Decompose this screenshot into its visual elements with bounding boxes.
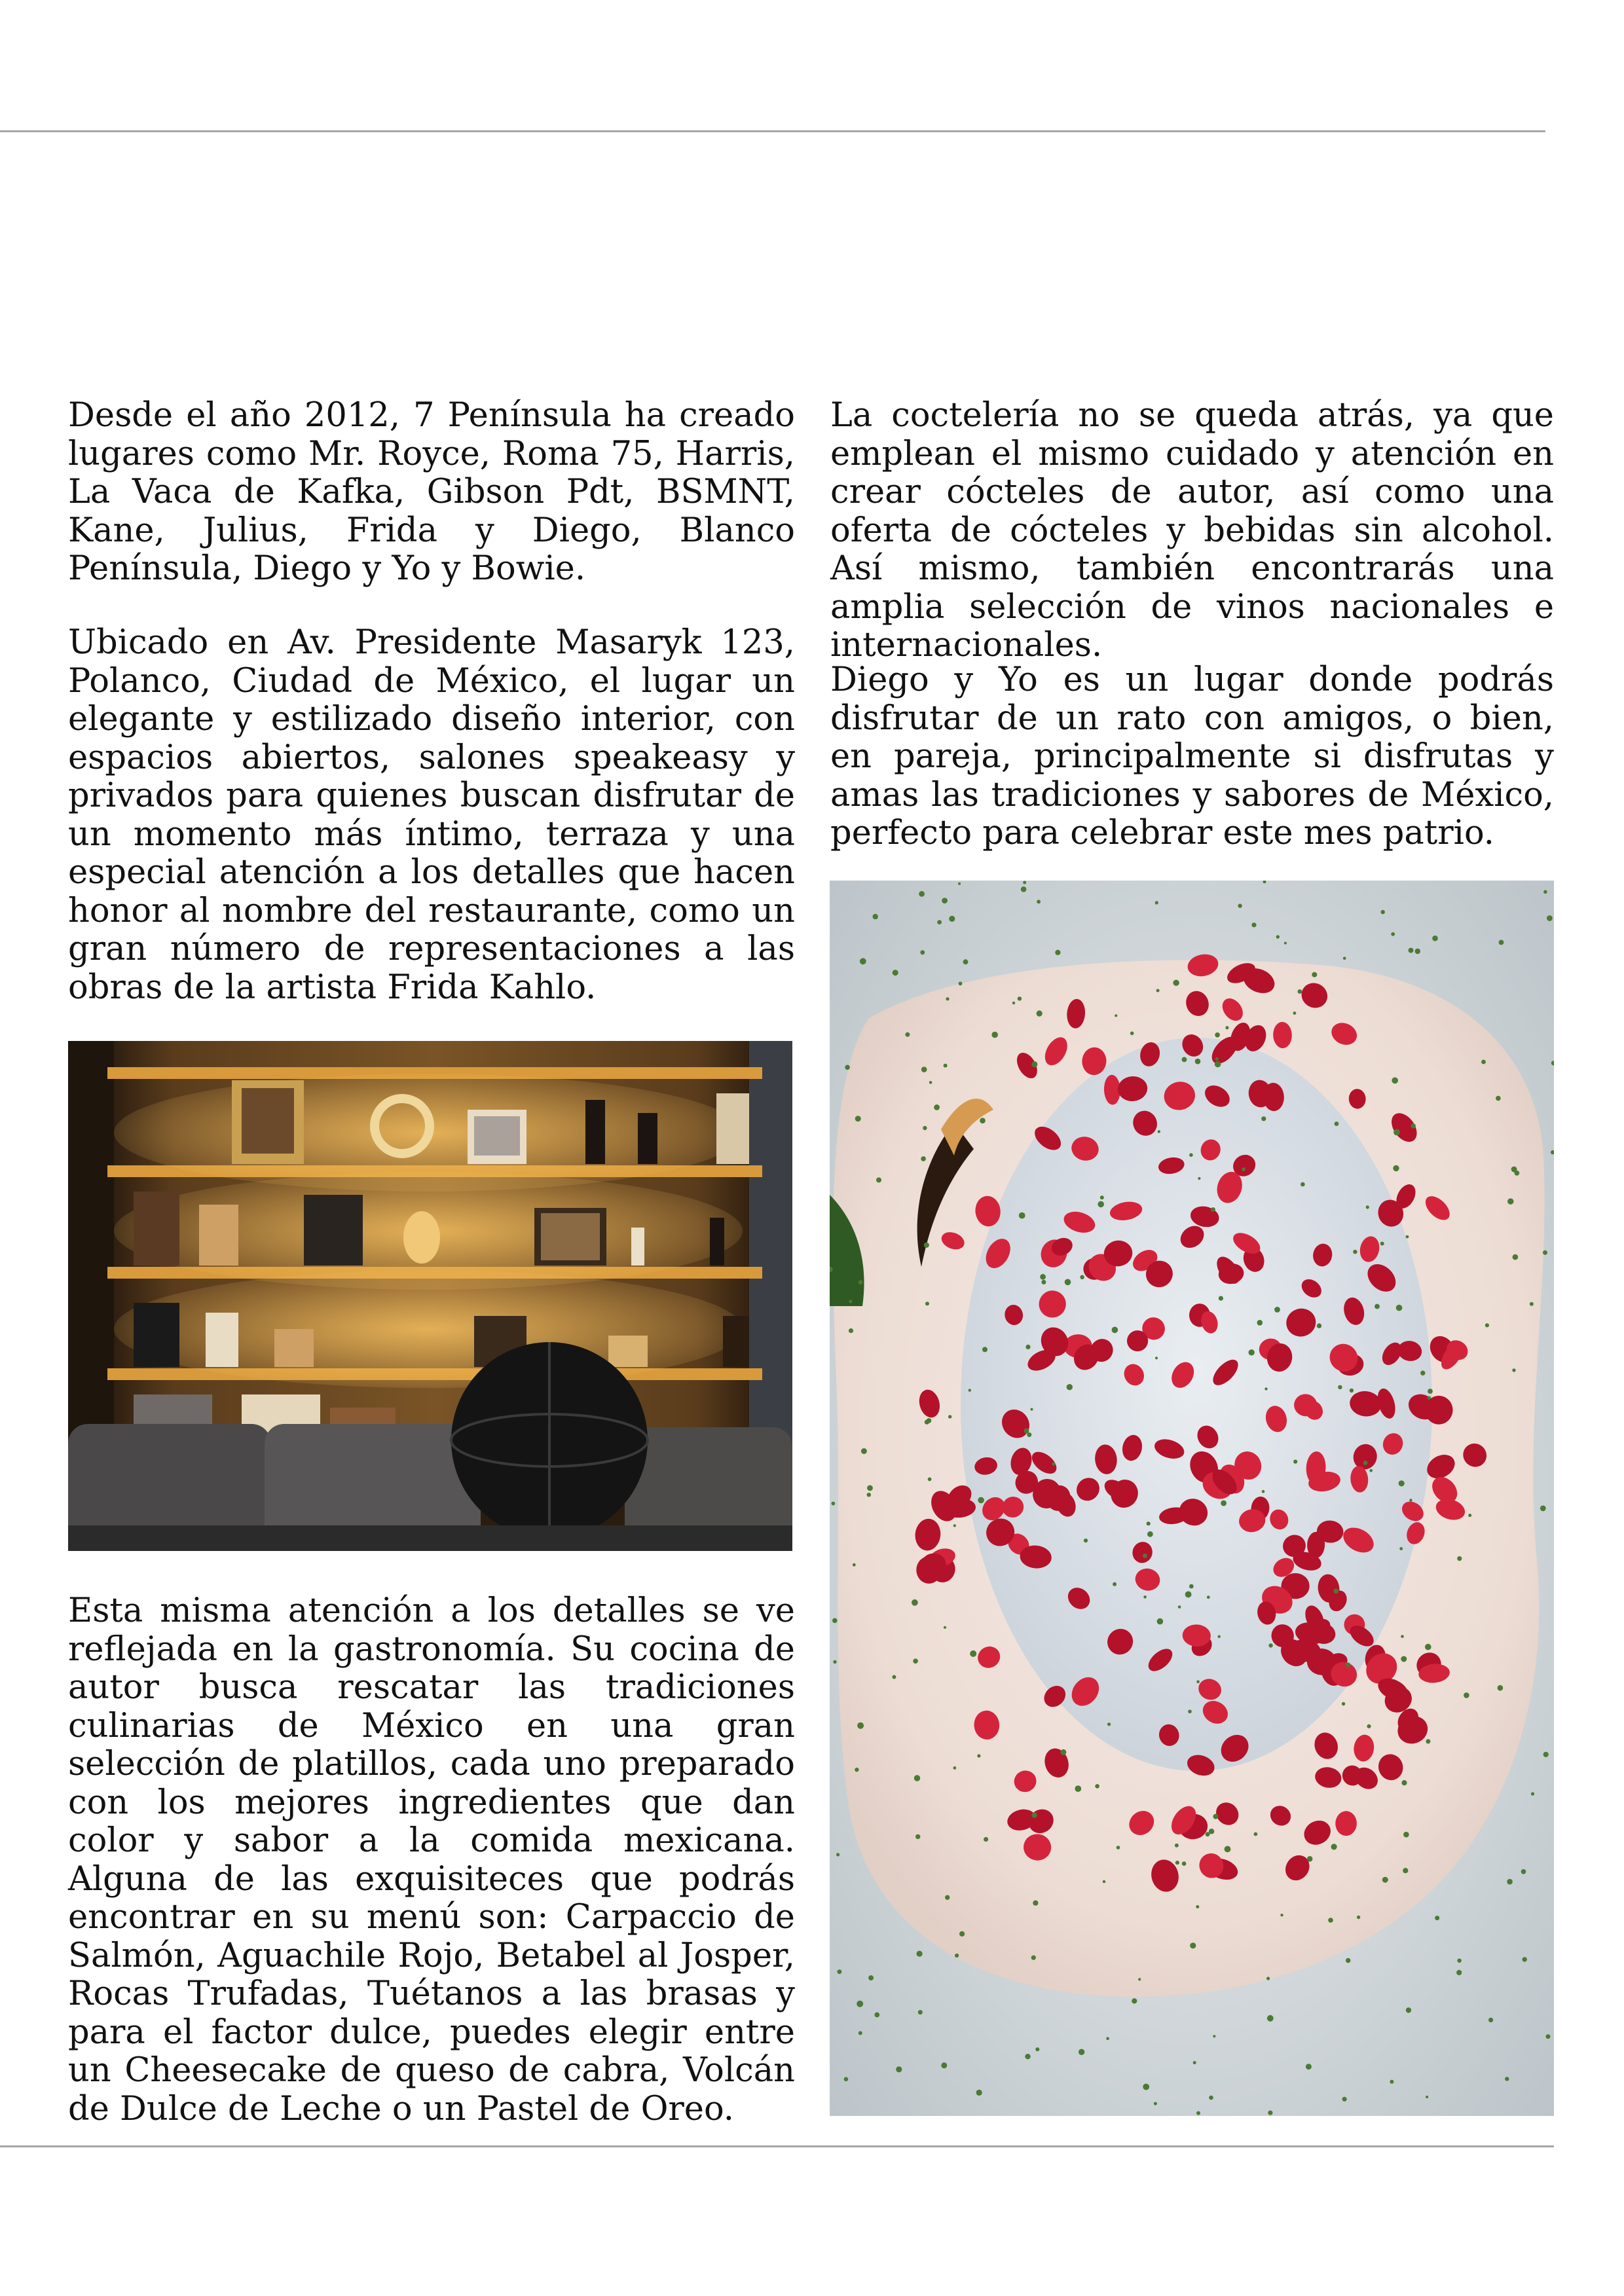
bottom-rule: [0, 2145, 1554, 2147]
location-paragraph: Ubicado en Av. Presidente Masaryk 123, Polanco, Ciudad de México, el lugar un elegante y estilizado diseño interior, con espacios abiertos, salones speakeasy y privados para quienes buscan disfrutar de un momento más íntimo, terraza y una especial atención a los detalles que hacen honor al nombre del restaurante, como un gran número de representaciones a las obras de la artista Frida Kahlo.: [68, 623, 795, 1007]
gastronomy-paragraph: Esta misma atención a los detalles se ve reflejada en la gastronomía. Su cocina de autor busca rescatar las tradiciones culinarias de México en una gran selección de platillos, cada uno preparado con los mejores ingredientes que dan color y sabor a la comida mexicana. Alguna de las exquisiteces que podrás encontrar en su menú son: Carpaccio de Salmón, Aguachile Rojo, Betabel al Josper, Rocas Trufadas, Tuétanos a las brasas y para el factor dulce, puedes elegir entre un Cheesecake de queso de cabra, Volcán de Dulce de Leche o un Pastel de Oreo.: [68, 1592, 795, 2128]
intro-paragraph: Desde el año 2012, 7 Península ha creado lugares como Mr. Royce, Roma 75, Harris, La Vaca de Kafka, Gibson Pdt, BSMNT, Kane, Julius, Frida y Diego, Blanco Península, Diego y Yo y Bowie.: [68, 396, 795, 588]
top-rule: [0, 130, 1545, 132]
restaurant-shelf-photo: [68, 1041, 792, 1551]
closing-paragraph: Diego y Yo es un lugar donde podrás disfrutar de un rato con amigos, o bien, en pareja, principalmente si disfrutas y amas las tradiciones y sabores de México, perfecto para celebrar este mes patrio.: [830, 661, 1554, 852]
cocktails-paragraph: La coctelería no se queda atrás, ya que emplean el mismo cuidado y atención en crear cócteles de autor, así como una oferta de cócteles y bebidas sin alcohol. Así mismo, también encontrarás una amplia selección de vinos nacionales e internacionales.: [830, 396, 1554, 665]
chile-en-nogada-photo: [830, 881, 1554, 2116]
